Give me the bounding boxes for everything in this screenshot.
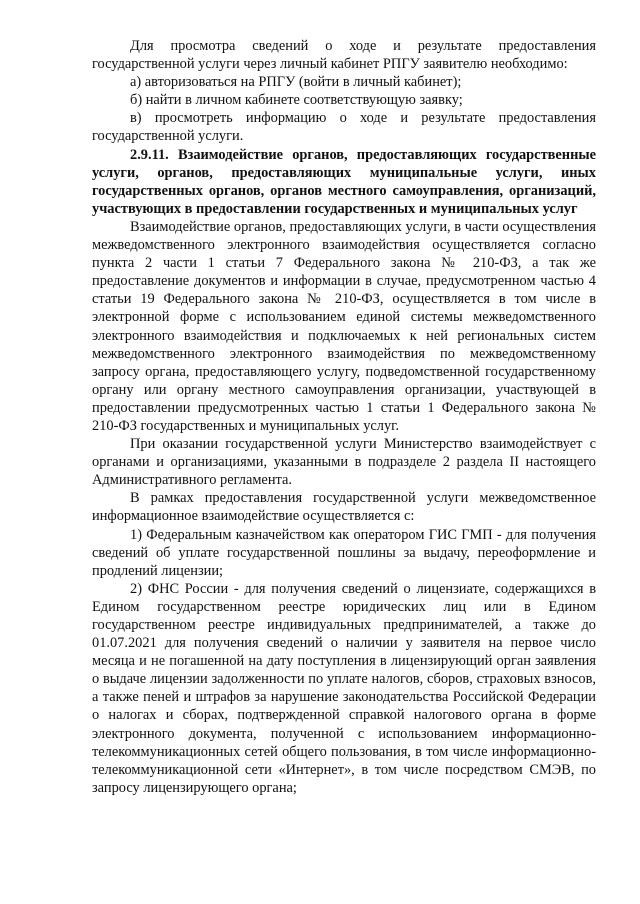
section-heading-2-9-11: 2.9.11. Взаимодействие органов, предоставляющих государственные услуги, органов, предоставляющих муниципальные услуги, иных государственных органов, органов местного самоуправления, организаций, участвующих в предоставлении государственных и муниципальных услуг — [92, 146, 596, 217]
paragraph-ministry: При оказании государственной услуги Министерство взаимодействует с органами и организациями, указанными в подразделе 2 раздела II настоящего Административного регламента. — [92, 436, 596, 489]
list-item-a: а) авторизоваться на РПГУ (войти в личный кабинет); — [130, 74, 462, 91]
paragraph-interagency: В рамках предоставления государственной услуги межведомственное информационное взаимодействие осуществляется с: — [92, 490, 596, 525]
list-item-v: в) просмотреть информацию о ходе и результате предоставления государственной услуги. — [92, 110, 596, 145]
list-item-b: б) найти в личном кабинете соответствующую заявку; — [130, 92, 463, 109]
list-item-1: 1) Федеральным казначейством как оператором ГИС ГМП - для получения сведений об уплате государственной пошлины за выдачу, переоформление и продлений лицензии; — [92, 526, 596, 579]
list-item-2: 2) ФНС России - для получения сведений о лицензиате, содержащихся в Едином государственном реестре юридических лиц или в Едином государственном реестре индивидуальных предпринимателей, а также до 01.07.2021 для получения сведений о наличии у заявителя на первое число месяца и не погашенной на дату поступления в лицензирующий орган заявления о выдаче лицензии задолженности по уплате налогов, сборов, страховых взносов, а также пеней и штрафов за нарушение законодательства Российской Федерации о налогах и сборах, подтвержденной справкой налогового органа в форме электронного документа, полученной с использованием информационно-телекоммуникационных сетей общего пользования, в том числе информационно-телекоммуникационной сети «Интернет», в том числе посредством СМЭВ, по запросу лицензирующего органа; — [92, 580, 596, 796]
document-page — [92, 37, 596, 797]
paragraph-intro: Для просмотра сведений о ходе и результате предоставления государственной услуги через личный кабинет РПГУ заявителю необходимо: — [92, 38, 596, 73]
paragraph-interaction: Взаимодействие органов, предоставляющих услуги, в части осуществления межведомственного электронного взаимодействия осуществляется согласно пункта 2 части 1 статьи 7 Федерального закона № 210-ФЗ, а так же предоставление документов и информации в случае, предусмотренном частью 4 статьи 19 Федерального закона № 210-ФЗ, осуществляется в том числе в электронной форме с использованием единой системы межведомственного электронного взаимодействия и подключаемых к ней региональных систем межведомственного электронного взаимодействия по межведомственному запросу органа, предоставляющего услугу, подведомственной государственному органу или органу местного самоуправления организации, участвующей в предоставлении предусмотренных частью 1 статьи 1 Федерального закона № 210-ФЗ государственных и муниципальных услуг. — [92, 218, 596, 434]
